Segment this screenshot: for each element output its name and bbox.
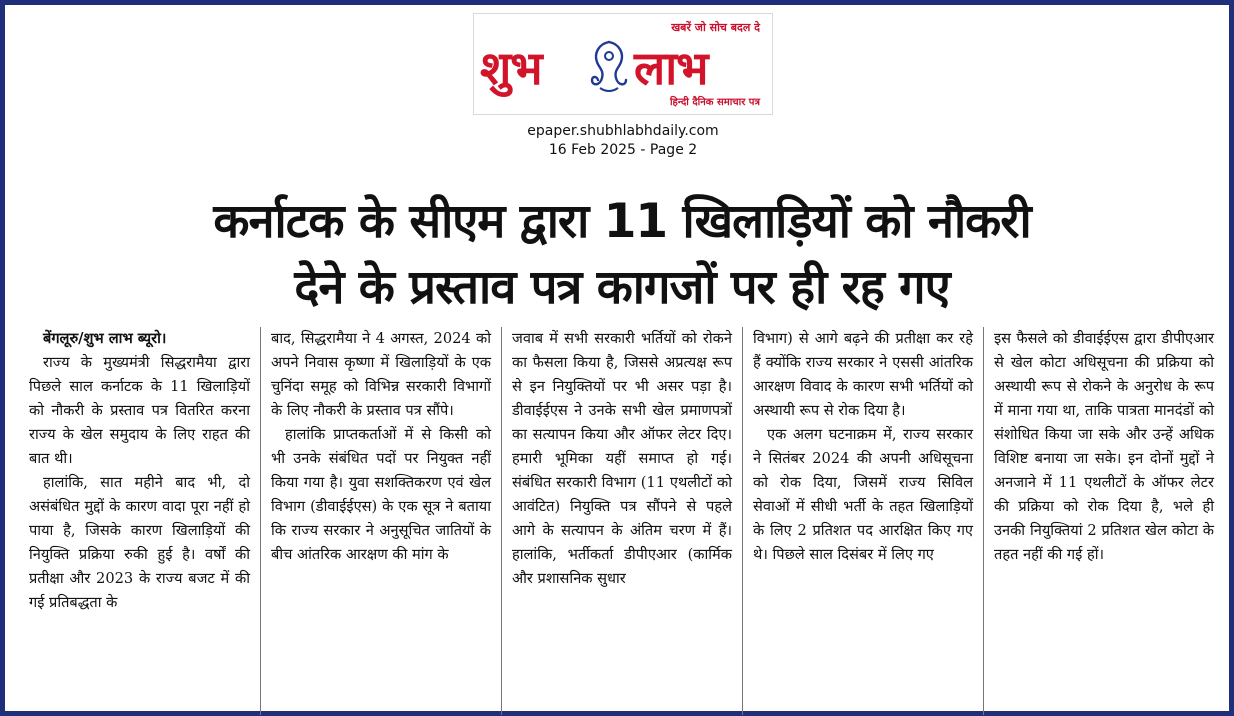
paragraph: इस फैसले को डीवाईईएस द्वारा डीपीएआर से खेल कोटा अधिसूचना की प्रक्रिया को अस्थायी रूप से रोकने के अनुरोध के रूप में माना गया था, ताकि पात्रता मानदंडों को संशोधित किया जा सके और उन्हें अधिक विशिष्ट बनाया जा सके। इन दोनों मुद्दों ने अनजाने में 11 एथलीटों के ऑफर लेटर की प्रक्रिया को रोक दिया है, भले ही उनकी नियुक्तियां 2 प्रतिशत खेल कोटा के तहत नहीं की गई हों।	[994, 330, 1214, 563]
headline-line-2: देने के प्रस्ताव पत्र कागजों पर ही रह गए	[294, 260, 950, 315]
article-column	[19, 327, 260, 715]
logo-word-right: लाभ	[634, 41, 708, 95]
paragraph: हालांकि प्राप्तकर्ताओं में से किसी को भी उनके संबंधित पदों पर नियुक्त नहीं किया गया है। युवा सशक्तिकरण एवं खेल विभाग (डीवाईईएस) के एक सूत्र ने बताया कि राज्य सरकार ने अनुसूचित जातियों के बीच आंतरिक आरक्षण की मांग के	[271, 426, 491, 563]
masthead-subtitle: हिन्दी दैनिक समाचार पत्र	[669, 97, 760, 108]
paragraph: एक अलग घटनाक्रम में, राज्य सरकार ने सितंबर 2024 की अपनी अधिसूचना को रोक दिया, जिसमें राज्य सिविल सेवाओं में सीधी भर्ती के तहत खिलाड़ियों के लिए 2 प्रतिशत पद आरक्षित किए गए थे। पिछले साल दिसंबर में लिए गए	[753, 426, 973, 563]
article-column	[742, 327, 983, 715]
article-body	[19, 327, 1225, 715]
epaper-url[interactable]: epaper.shubhlabhdaily.com	[527, 123, 719, 139]
ganesha-icon	[586, 38, 632, 94]
article-column	[501, 327, 742, 715]
logo-word-left: शुभ	[480, 41, 542, 95]
masthead-logo[interactable]	[473, 13, 773, 115]
paragraph: विभाग) से आगे बढ़ने की प्रतीक्षा कर रहे हैं क्योंकि राज्य सरकार ने एससी आंतरिक आरक्षण विवाद के कारण सभी भर्तियों को अस्थायी रूप से रोक दिया है।	[753, 330, 973, 419]
article-column	[260, 327, 501, 715]
dateline: बेंगलूरु/शुभ लाभ ब्यूरो।	[43, 330, 167, 347]
paragraph: हालांकि, सात महीने बाद भी, दो असंबंधित मुद्दों के कारण वादा पूरा नहीं हो पाया है, जिसके कारण खिलाड़ियों की नियुक्ति प्रक्रिया रुकी हुई है। वर्षों की प्रतीक्षा और 2023 के राज्य बजट में की गई प्रतिबद्धता के	[29, 474, 250, 611]
paragraph: राज्य के मुख्यमंत्री सिद्धरामैया द्वारा पिछले साल कर्नाटक के 11 खिलाड़ियों को नौकरी के प्रस्ताव पत्र वितरित करना राज्य के खेल समुदाय के लिए राहत की बात थी।	[29, 354, 250, 467]
headline-line-1: कर्नाटक के सीएम द्वारा 11 खिलाड़ियों को नौकरी	[213, 194, 1031, 249]
issue-date-page: 16 Feb 2025 - Page 2	[548, 142, 698, 158]
paragraph: जवाब में सभी सरकारी भर्तियों को रोकने का फैसला किया है, जिससे अप्रत्यक्ष रूप से इन नियुक्तियों पर भी असर पड़ा है। डीवाईईएस ने उनके सभी खेल प्रमाणपत्रों का सत्यापन किया और ऑफर लेटर दिए। हमारी भूमिका यहीं समाप्त हो गई। संबंधित सरकारी विभाग (11 एथलीटों को आवंटित) नियुक्ति पत्र सौंपने से पहले आगे के सत्यापन के अंतिम चरण में हैं। हालांकि, भर्तीकर्ता डीपीएआर (कार्मिक और प्रशासनिक सुधार	[512, 330, 732, 587]
masthead-tagline: खबरें जो सोच बदल दे	[671, 21, 760, 34]
article-column	[983, 327, 1224, 715]
paragraph: बाद, सिद्धरामैया ने 4 अगस्त, 2024 को अपने निवास कृष्णा में खिलाड़ियों के एक चुनिंदा समूह को विभिन्न सरकारी विभागों के लिए नौकरी के प्रस्ताव पत्र सौंपे।	[271, 330, 491, 419]
